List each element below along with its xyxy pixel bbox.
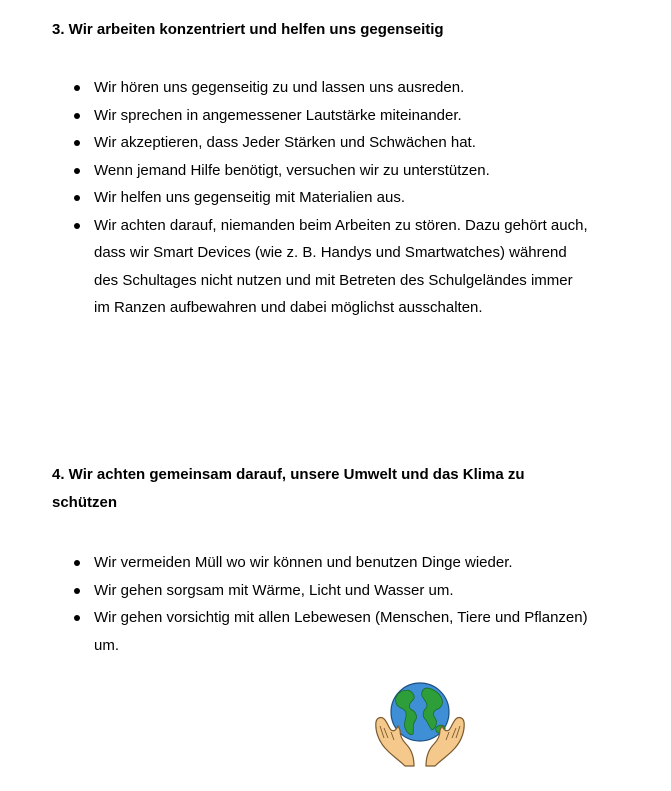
section-4-list xyxy=(52,549,592,659)
list-item: Wir hören uns gegenseitig zu und lassen uns ausreden. xyxy=(52,74,592,102)
list-item: Wir helfen uns gegenseitig mit Materialien aus. xyxy=(52,184,592,212)
list-item: Wenn jemand Hilfe benötigt, versuchen wir zu unterstützen. xyxy=(52,157,592,185)
globe-in-hands-icon xyxy=(372,682,468,770)
section-3-list xyxy=(52,74,592,322)
list-item: Wir akzeptieren, dass Jeder Stärken und Schwächen hat. xyxy=(52,129,592,157)
section-3 xyxy=(52,16,592,322)
section-4 xyxy=(52,461,592,659)
list-item: Wir vermeiden Müll wo wir können und benutzen Dinge wieder. xyxy=(52,549,592,577)
list-item: Wir gehen sorgsam mit Wärme, Licht und Wasser um. xyxy=(52,577,592,605)
list-item: Wir gehen vorsichtig mit allen Lebewesen (Menschen, Tiere und Pflanzen) um. xyxy=(52,604,592,659)
section-3-heading: 3. Wir arbeiten konzentriert und helfen uns gegenseitig xyxy=(52,21,444,38)
section-4-heading: 4. Wir achten gemeinsam darauf, unsere Umwelt und das Klima zu schützen xyxy=(52,466,525,511)
list-item: Wir achten darauf, niemanden beim Arbeiten zu stören. Dazu gehört auch, dass wir Smart Devices (wie z. B. Handys und Smartwatches) während des Schultages nicht nutzen und mit Betreten des Schulgeländes immer im Ranzen aufbewahren und dabei möglichst ausschalten. xyxy=(52,212,592,322)
list-item: Wir sprechen in angemessener Lautstärke miteinander. xyxy=(52,102,592,130)
